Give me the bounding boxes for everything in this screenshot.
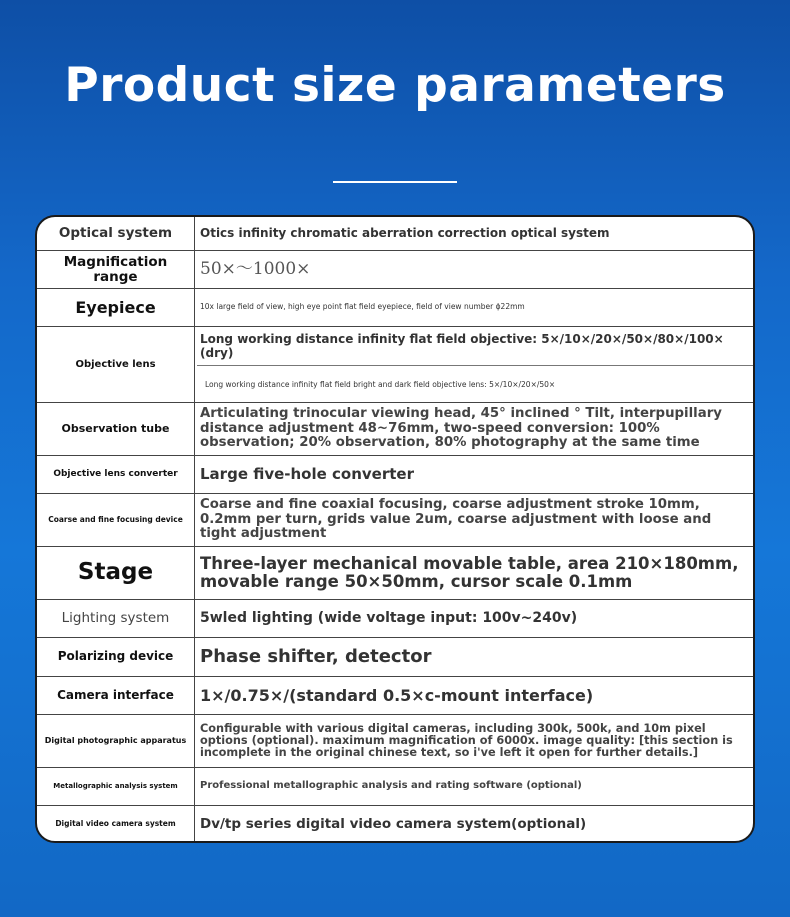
row-value: 1×/0.75×/(standard 0.5×c-mount interface) [200,685,594,705]
row-label: Camera interface [37,677,195,714]
table-row [37,805,753,843]
row-value: Coarse and fine coaxial focusing, coarse adjustment stroke 10mm, 0.2mm per turn, grids value 2um, coarse adjustment with loose and tight adjustment [200,497,712,542]
row-value: Configurable with various digital cameras, including 300k, 500k, and 10m pixel options (optional). maximum magnification of 6000x. image quality: [this section is incomplete in the original chinese text, so i've left it open for further details.] [200,721,733,760]
table-row [37,493,753,546]
table-row [37,767,753,805]
row-value: 10x large field of view, high eye point flat field eyepiece, field of view number ɸ22mm [200,302,525,312]
row-value: Articulating trinocular viewing head, 45° inclined ° Tilt, interpupillary distance adjustment 48~76mm, two-speed conversion: 100% observation; 20% observation, 80% photography at the same time [200,406,722,451]
row-label: Lighting system [37,600,195,637]
row-label: Observation tube [37,403,195,455]
table-row [37,637,753,676]
row-value: Long working distance infinity flat field objective: 5×/10×/20×/50×/80×/100× (dry) [200,332,724,360]
row-value: Large five-hole converter [200,465,414,484]
table-row [37,546,753,599]
table-row [37,250,753,288]
title-underline [333,181,457,183]
table-row [37,326,753,402]
table-row [37,599,753,637]
row-value: 5wled lighting (wide voltage input: 100v~240v) [200,609,578,626]
row-label: Coarse and fine focusing device [37,494,195,546]
row-label: Optical system [37,217,195,250]
row-label: Metallographic analysis system [37,768,195,805]
table-row [37,402,753,455]
row-value: Three-layer mechanical movable table, area 210×180mm, movable range 50×50mm, cursor scale 0.1mm [200,554,739,591]
spec-table [35,215,755,843]
row-value: Dv/tp series digital video camera system(optional) [200,816,587,833]
table-row [37,455,753,493]
row-value: Professional metallographic analysis and rating software (optional) [200,780,582,792]
row-label: Magnification range [37,251,195,288]
table-row [37,676,753,714]
table-row [37,714,753,767]
row-value: Otics infinity chromatic aberration correction optical system [200,226,610,241]
page-title: Product size parameters [64,58,726,113]
row-label: Objective lens converter [37,456,195,493]
row-label: Polarizing device [37,638,195,676]
row-label: Digital video camera system [37,806,195,843]
table-row [37,288,753,326]
row-label: Objective lens [37,327,195,402]
row-label: Eyepiece [37,289,195,326]
row-value: Phase shifter, detector [200,646,432,668]
row-value: 50×～1000× [200,259,311,280]
row-label: Digital photographic apparatus [37,715,195,767]
table-row [37,217,753,250]
row-label: Stage [37,547,195,599]
row-value: Long working distance infinity flat field bright and dark field objective lens: 5×/10×/20×/50× [197,365,753,403]
